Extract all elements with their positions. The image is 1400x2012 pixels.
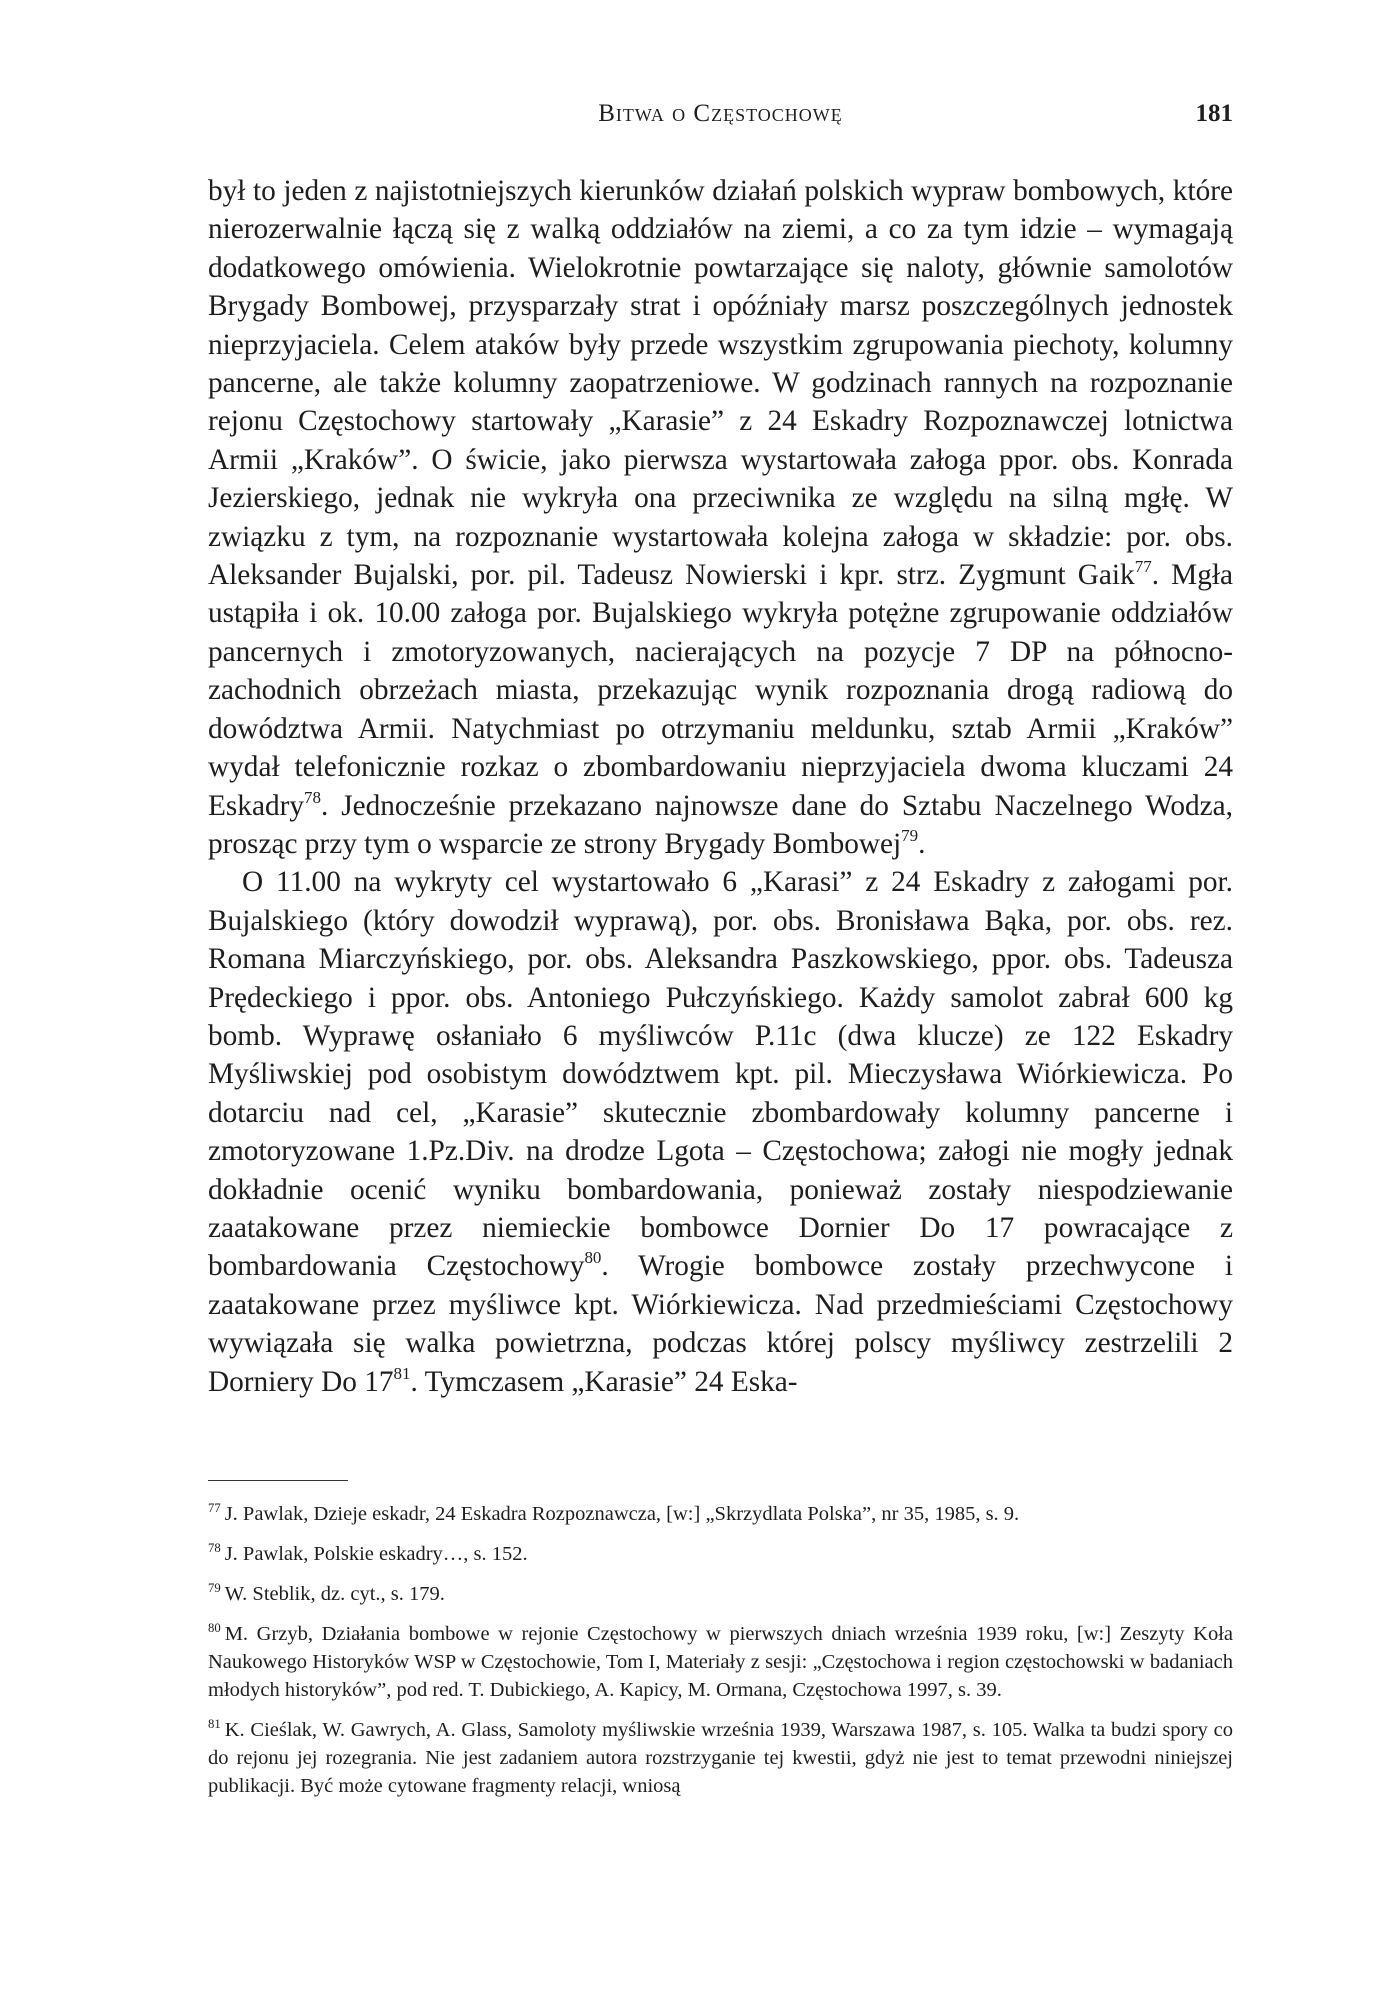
text-segment: był to jeden z najistotniejszych kierunków działań polskich wypraw bombowych, które nierozerwalnie łączą się z walką oddziałów na ziemi, a co za tym idzie – wymagają dodatkowego omówienia. Wielokrotnie powtarzające się naloty, głównie samolotów Brygady Bombowej, przysparzały strat i opóźniały marsz poszczególnych jednostek nieprzyjaciela. Celem ataków były przede wszystkim zgrupowania piechoty, kolumny pancerne, ale także kolumny zaopatrzeniowe. W godzinach rannych na rozpoznanie rejonu Częstochowy startowały „Karasie” z 24 Eskadry Rozpoznawczej lotnictwa Armii „Kraków”. O świcie, jako pierwsza wystartowała załoga ppor. obs. Konrada Jezierskiego, jednak nie wykryła ona przeciwnika ze względu na silną mgłę. W związku z tym, na rozpoznanie wystartowała kolejna załoga w składzie: por. obs. Aleksander Bujalski, por. pil. Tadeusz Nowierski i kpr. strz. Zygmunt Gaik xyxy=(208,175,1233,592)
main-text xyxy=(208,172,1233,1401)
footnote-text: J. Pawlak, Polskie eskadry…, s. 152. xyxy=(224,1543,528,1565)
footnote-number: 81 xyxy=(208,1717,221,1732)
page-number: 181 xyxy=(1195,100,1233,127)
footnote-text: M. Grzyb, Działania bombowe w rejonie Częstochowy w pierwszych dniach września 1939 roku, [w:] Zeszyty Koła Naukowego Historyków WSP w Częstochowie, Tom I, Materiały z sesji: „Częstochowa i region częstochowski w badaniach młodych historyków”, pod red. T. Dubickiego, A. Kapicy, M. Ormana, Częstochowa 1997, s. 39. xyxy=(208,1623,1233,1701)
footnote-number: 78 xyxy=(208,1541,221,1556)
text-segment: . Tymczasem „Karasie” 24 Eska- xyxy=(410,1365,798,1398)
footnote-text: W. Steblik, dz. cyt., s. 179. xyxy=(224,1583,445,1605)
text-segment: . Mgła ustąpiła i ok. 10.00 załoga por. Bujalskiego wykryła potężne zgrupowanie oddziałów pancernych i zmotoryzowanych, nacierających na pozycje 7 DP na północno-zachodnich obrzeżach miasta, przekazując wynik rozpoznania drogą radiową do dowództwa Armii. Natychmiast po otrzymaniu meldunku, sztab Armii „Kraków” wydał telefonicznie rozkaz o zbombardowaniu nieprzyjaciela dwoma kluczami 24 Eskadry xyxy=(208,559,1233,822)
text-segment: . Jednocześnie przekazano najnowsze dane do Sztabu Naczelnego Wodza, prosząc przy tym o wsparcie ze strony Brygady Bombowej xyxy=(208,789,1233,860)
footnote-79 xyxy=(208,1580,1233,1608)
footnote-ref-80: 80 xyxy=(584,1248,602,1268)
footnote-ref-79: 79 xyxy=(901,826,919,846)
footnote-ref-81: 81 xyxy=(393,1363,411,1383)
paragraph xyxy=(208,172,1233,863)
text-segment: O 11.00 na wykryty cel wystartowało 6 „Karasi” z 24 Eskadry z załogami por. Bujalskiego (który dowodził wyprawą), por. obs. Bronisława Bąka, por. obs. rez. Romana Miarczyńskiego, por. obs. Aleksandra Paszkowskiego, ppor. obs. Tadeusza Prędeckiego i ppor. obs. Antoniego Pułczyńskiego. Każdy samolot zabrał 600 kg bomb. Wyprawę osłaniało 6 myśliwców P.11c (dwa klucze) ze 122 Eskadry Myśliwskiej pod osobistym dowództwem kpt. pil. Mieczysława Wiórkiewicza. Po dotarciu nad cel, „Karasie” skutecznie zbombardowały kolumny pancerne i zmotoryzowane 1.Pz.Div. na drodze Lgota – Częstochowa; załogi nie mogły jednak dokładnie ocenić wyniku bombardowania, ponieważ zostały niespodziewanie zaatakowane przez niemieckie bombowce Dornier Do 17 powracające z bombardowania Częstochowy xyxy=(208,866,1233,1283)
footnote-80 xyxy=(208,1620,1233,1704)
running-title: Bitwa o Częstochowę xyxy=(598,100,843,127)
footnotes xyxy=(208,1500,1233,1812)
footnote-77 xyxy=(208,1500,1233,1528)
footnote-text: J. Pawlak, Dzieje eskadr, 24 Eskadra Rozpoznawcza, [w:] „Skrzydlata Polska”, nr 35, 1985, s. 9. xyxy=(224,1503,1020,1525)
footnote-78 xyxy=(208,1540,1233,1568)
footnote-number: 79 xyxy=(208,1581,221,1596)
footnote-ref-78: 78 xyxy=(304,787,321,807)
text-segment: . xyxy=(918,827,926,860)
footnote-81 xyxy=(208,1716,1233,1800)
footnote-separator xyxy=(208,1480,348,1481)
paragraph xyxy=(208,863,1233,1401)
running-head xyxy=(208,100,1233,140)
footnote-number: 80 xyxy=(208,1621,221,1636)
footnote-ref-77: 77 xyxy=(1134,557,1152,577)
footnote-number: 77 xyxy=(208,1501,221,1516)
text-segment: . Wrogie bombowce zostały przechwycone i zaatakowane przez myśliwce kpt. Wiórkiewicza. Nad przedmieściami Częstochowy wywiązała się walka powietrzna, podczas której polscy myśliwcy zestrzelili 2 Dorniery Do 17 xyxy=(208,1250,1233,1398)
footnote-text: K. Cieślak, W. Gawrych, A. Glass, Samoloty myśliwskie września 1939, Warszawa 1987, s. 105. Walka ta budzi spory co do rejonu jej rozegrania. Nie jest zadaniem autora rozstrzyganie tej kwestii, gdyż nie jest to temat przewodni niniejszej publikacji. Być może cytowane fragmenty relacji, wniosą xyxy=(208,1719,1233,1797)
